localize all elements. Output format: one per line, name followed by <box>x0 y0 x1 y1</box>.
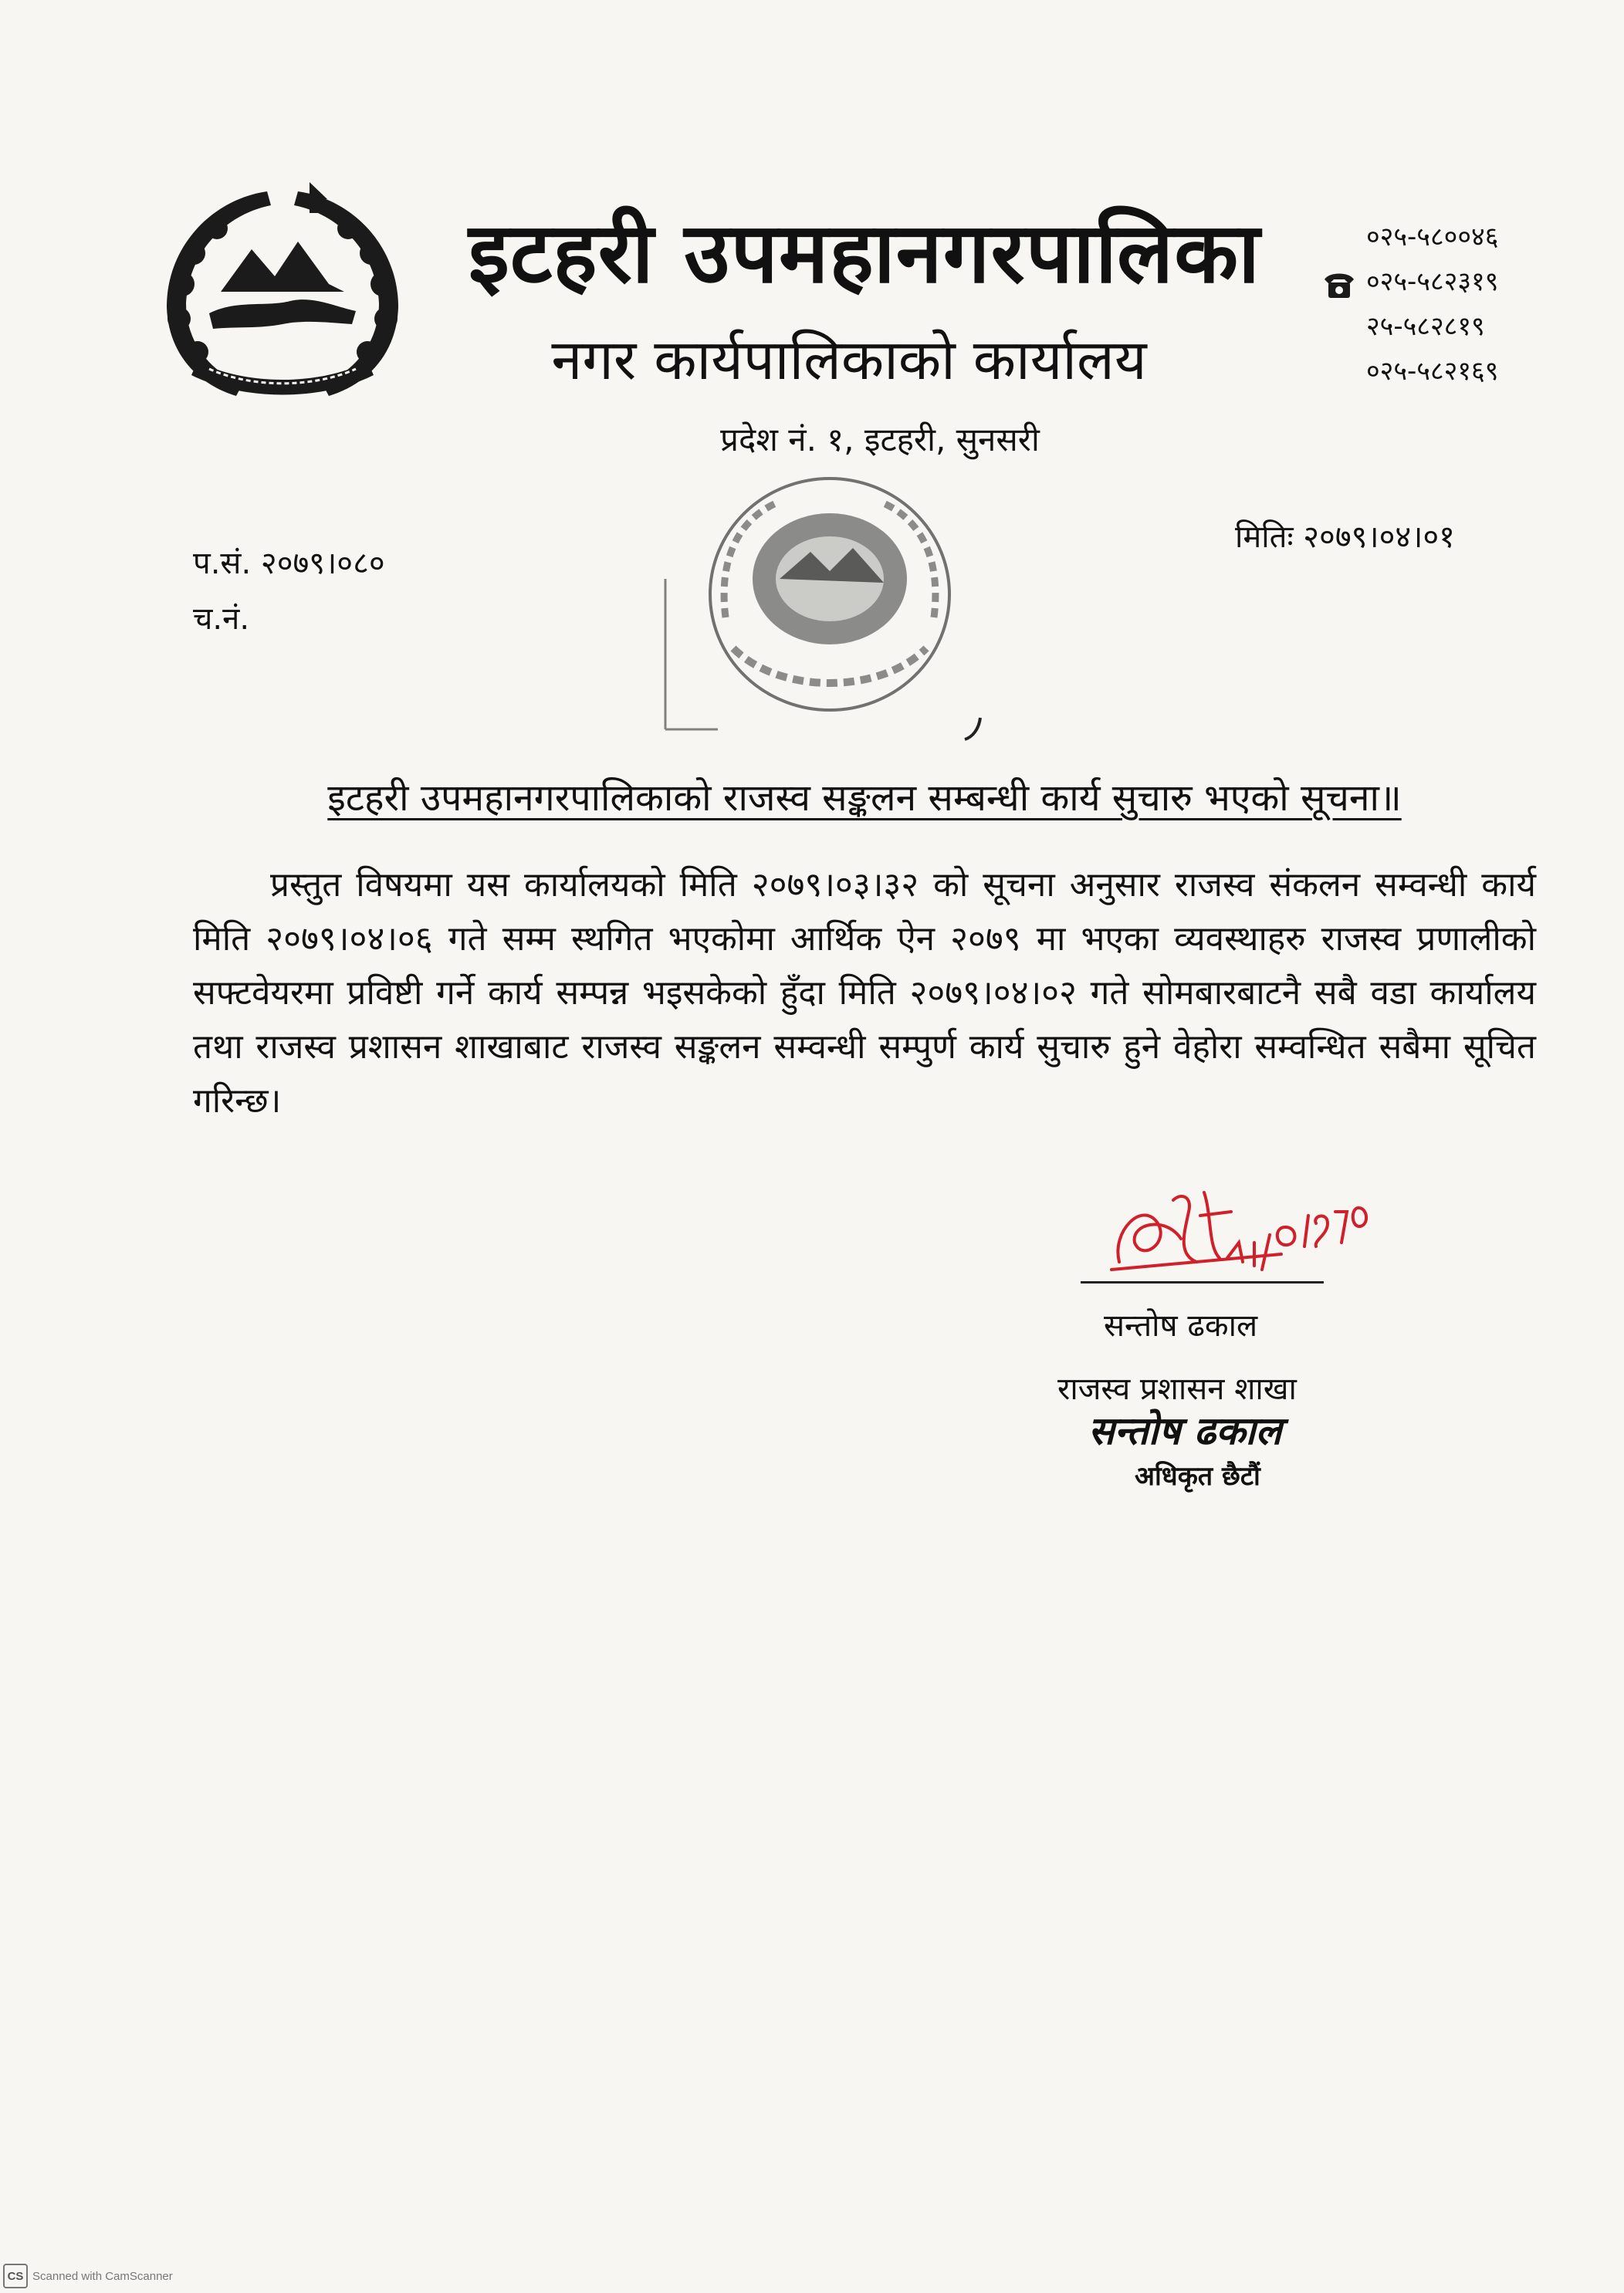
officer-rank: अधिकृत छैटौं <box>1135 1461 1260 1492</box>
office-subtitle: नगर कार्यपालिकाको कार्यालय <box>551 327 1147 392</box>
nepal-emblem-icon <box>151 176 414 400</box>
phone-number: २५-५८२८१९ <box>1366 311 1485 342</box>
phone-number: ०२५-५८२३१९ <box>1366 266 1499 297</box>
scanner-watermark <box>3 2263 173 2289</box>
notice-body: प्रस्तुत विषयमा यस कार्यालयको मिति २०७९।०३।३२ को सूचना अनुसार राजस्व संकलन सम्वन्धी कार्य मिति २०७९।०४।०६ गते सम्म स्थगित भएकोमा आर्थिक ऐन २०७९ मा भएका व्यवस्थाहरु राजस्व प्रणालीको सफ्टवेयरमा प्रविष्टी गर्ने कार्य सम्पन्न भइसकेको हुँदा मिति २०७९।०४।०२ गते सोमबारबाटनै सबै वडा कार्यालय तथा राजस्व प्रशासन शाखाबाट राजस्व सङ्कलन सम्वन्धी सम्पुर्ण कार्य सुचारु हुने वेहोरा सम्वन्धित सबैमा सूचित गरिन्छ। <box>193 865 1536 1121</box>
office-address: प्रदेश नं. १, इटहरी, सुनसरी <box>720 421 1040 458</box>
camscanner-logo-icon: CS <box>3 2264 28 2288</box>
phone-number: ०२५-५८२१६९ <box>1366 356 1499 387</box>
phone-list <box>1366 215 1559 394</box>
scanner-text: Scanned with CamScanner <box>32 2269 173 2283</box>
signature-line <box>1081 1281 1324 1283</box>
dispatch-number: च.नं. <box>193 601 250 637</box>
telephone-icon <box>1321 267 1357 303</box>
issue-date: मितिः २०७९।०४।०१ <box>1235 519 1455 555</box>
notice-subject: इटहरी उपमहानगरपालिकाको राजस्व सङ्कलन सम्बन्धी कार्य सुचारु भएको सूचना॥ <box>327 776 1402 820</box>
phone-number: ०२५-५८००४६ <box>1366 222 1499 252</box>
office-title: इटहरी उपमहानगरपालिका <box>468 205 1261 302</box>
department-name: राजस्व प्रशासन शाखा <box>1057 1371 1297 1407</box>
reference-number: प.सं. २०७९।०८० <box>193 546 385 581</box>
signer-name: सन्तोष ढकाल <box>1104 1308 1258 1344</box>
name-stamp: सन्तोष ढकाल <box>1088 1409 1282 1453</box>
office-seal-stamp <box>664 463 988 741</box>
